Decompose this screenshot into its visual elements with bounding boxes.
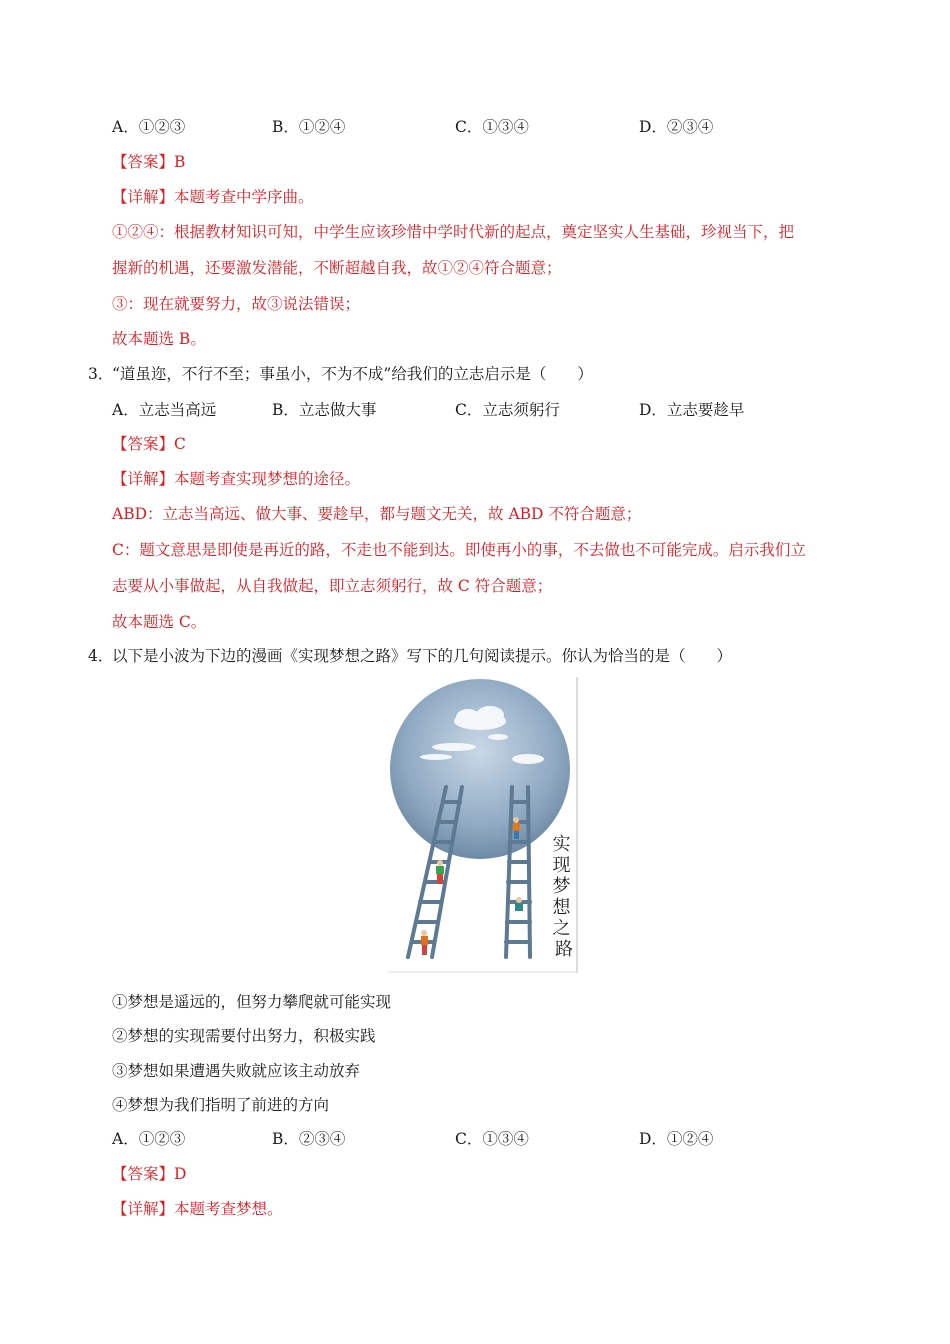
q4-statement-2: ②梦想的实现需要付出努力，积极实践 bbox=[112, 1027, 376, 1045]
q2-option-a: A．①②③ bbox=[112, 118, 186, 136]
q3-option-a: A．立志当高远 bbox=[112, 401, 217, 419]
q4-statement-1: ①梦想是遥远的，但努力攀爬就可能实现 bbox=[112, 993, 392, 1011]
q3-detail: 【详解】本题考查实现梦想的途径。 bbox=[112, 470, 361, 488]
q3-option-b: B．立志做大事 bbox=[272, 401, 377, 419]
q2-explain-1: ①②④：根据教材知识可知，中学生应该珍惜中学时代新的起点，奠定坚实人生基础，珍视当下，把 bbox=[112, 223, 795, 241]
q2-detail: 【详解】本题考查中学序曲。 bbox=[112, 188, 314, 206]
q2-explain-2: 握新的机遇，还要激发潜能，不断超越自我，故①②④符合题意； bbox=[112, 259, 562, 277]
q4-option-b: B．②③④ bbox=[272, 1130, 346, 1148]
cartoon-caption: 实 现 梦 想 之 路 bbox=[552, 834, 573, 959]
q4-number: 4． bbox=[88, 647, 114, 665]
q3-number: 3． bbox=[88, 365, 114, 383]
q4-option-a: A．①②③ bbox=[112, 1130, 186, 1148]
q3-explain-3: 志要从小事做起，从自我做起，即立志须躬行，故 C 符合题意； bbox=[112, 577, 553, 595]
q4-option-c: C．①③④ bbox=[455, 1130, 529, 1148]
q3-explain-4: 故本题选 C。 bbox=[112, 613, 207, 631]
q4-statement-3: ③梦想如果遭遇失败就应该主动放弃 bbox=[112, 1062, 361, 1080]
q2-option-c: C．①③④ bbox=[455, 118, 529, 136]
cartoon-dream-ladders bbox=[388, 677, 578, 973]
cartoon-image bbox=[388, 677, 578, 973]
q4-stem: 以下是小波为下边的漫画《实现梦想之路》写下的几句阅读提示。你认为恰当的是（ ） bbox=[112, 647, 733, 665]
q2-option-b: B．①②④ bbox=[272, 118, 346, 136]
q2-answer: 【答案】B bbox=[112, 153, 186, 171]
q3-explain-2: C：题文意思是即使是再近的路，不走也不能到达。即使再小的事，不去做也不可能完成。启示我们立 bbox=[112, 541, 806, 559]
q2-explain-3: ③：现在就要努力，故③说法错误； bbox=[112, 295, 361, 313]
q4-statement-4: ④梦想为我们指明了前进的方向 bbox=[112, 1096, 330, 1114]
q3-option-d: D．立志要趁早 bbox=[639, 401, 745, 419]
q4-option-d: D．①②④ bbox=[639, 1130, 714, 1148]
q2-explain-4: 故本题选 B。 bbox=[112, 330, 206, 348]
q3-stem: “道虽迩，不行不至；事虽小，不为不成”给我们的立志启示是（ ） bbox=[112, 365, 593, 383]
q4-detail: 【详解】本题考查梦想。 bbox=[112, 1200, 283, 1218]
q4-answer: 【答案】D bbox=[112, 1165, 187, 1183]
q3-explain-1: ABD：立志当高远、做大事、要趁早，都与题文无关，故 ABD 不符合题意； bbox=[112, 505, 642, 523]
q2-option-d: D．②③④ bbox=[639, 118, 714, 136]
q3-answer: 【答案】C bbox=[112, 435, 186, 453]
q3-option-c: C．立志须躬行 bbox=[455, 401, 560, 419]
